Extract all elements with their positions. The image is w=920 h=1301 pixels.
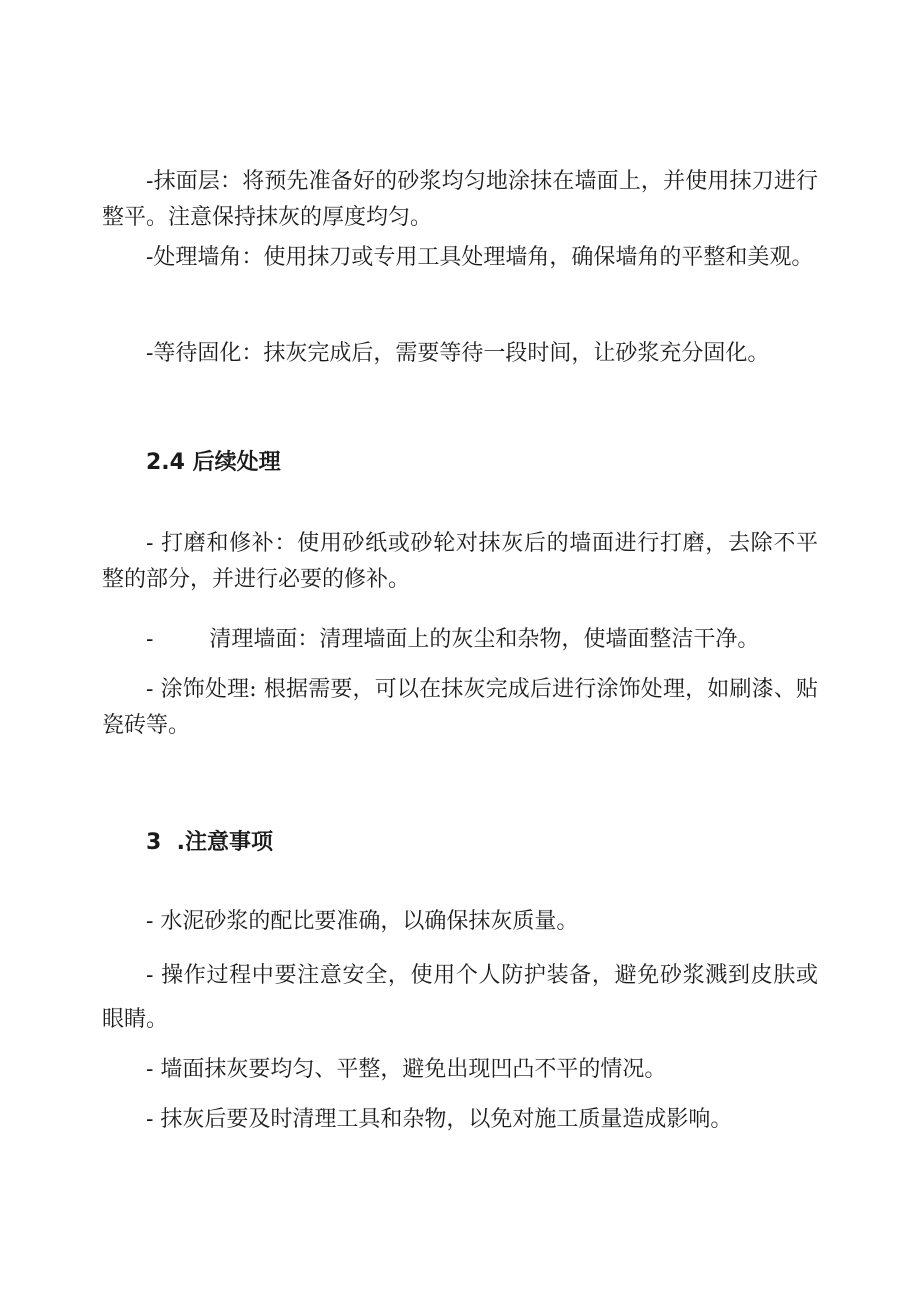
section-heading-3: 3 .注意事项: [146, 830, 273, 855]
paragraph-wall-corner: -处理墙角：使用抹刀或专用工具处理墙角，确保墙角的平整和美观。: [146, 245, 814, 270]
list-item-safety: - 操作过程中要注意安全，使用个人防护装备，避免砂浆溅到皮肤或眼睛。: [102, 963, 818, 1032]
list-item-clean-wall: - 清理墙面：清理墙面上的灰尘和杂物，使墙面整洁干净。: [146, 627, 760, 652]
section-heading-2-4: 2.4 后续处理: [146, 450, 281, 475]
list-item-mix-ratio: - 水泥砂浆的配比要准确，以确保抹灰质量。: [146, 909, 579, 934]
list-item-finishing: - 涂饰处理: 根据需要，可以在抹灰完成后进行涂饰处理，如刷漆、贴瓷砖等。: [102, 677, 818, 738]
list-item-cleanup: - 抹灰后要及时清理工具和杂物，以免对施工质量造成影响。: [146, 1107, 733, 1132]
list-item-even-surface: - 墙面抹灰要均匀、平整，避免出现凹凸不平的情况。: [146, 1057, 667, 1082]
paragraph-plastering-surface: -抹面层：将预先准备好的砂浆均匀地涂抹在墙面上，并使用抹刀进行整平。注意保持抹灰的厚度均匀。: [102, 169, 818, 230]
list-item-sanding-repair: - 打磨和修补：使用砂纸或砂轮对抹灰后的墙面进行打磨，去除不平整的部分，并进行必要的修补。: [102, 531, 818, 592]
paragraph-curing: -等待固化：抹灰完成后，需要等待一段时间，让砂浆充分固化。: [146, 341, 770, 366]
